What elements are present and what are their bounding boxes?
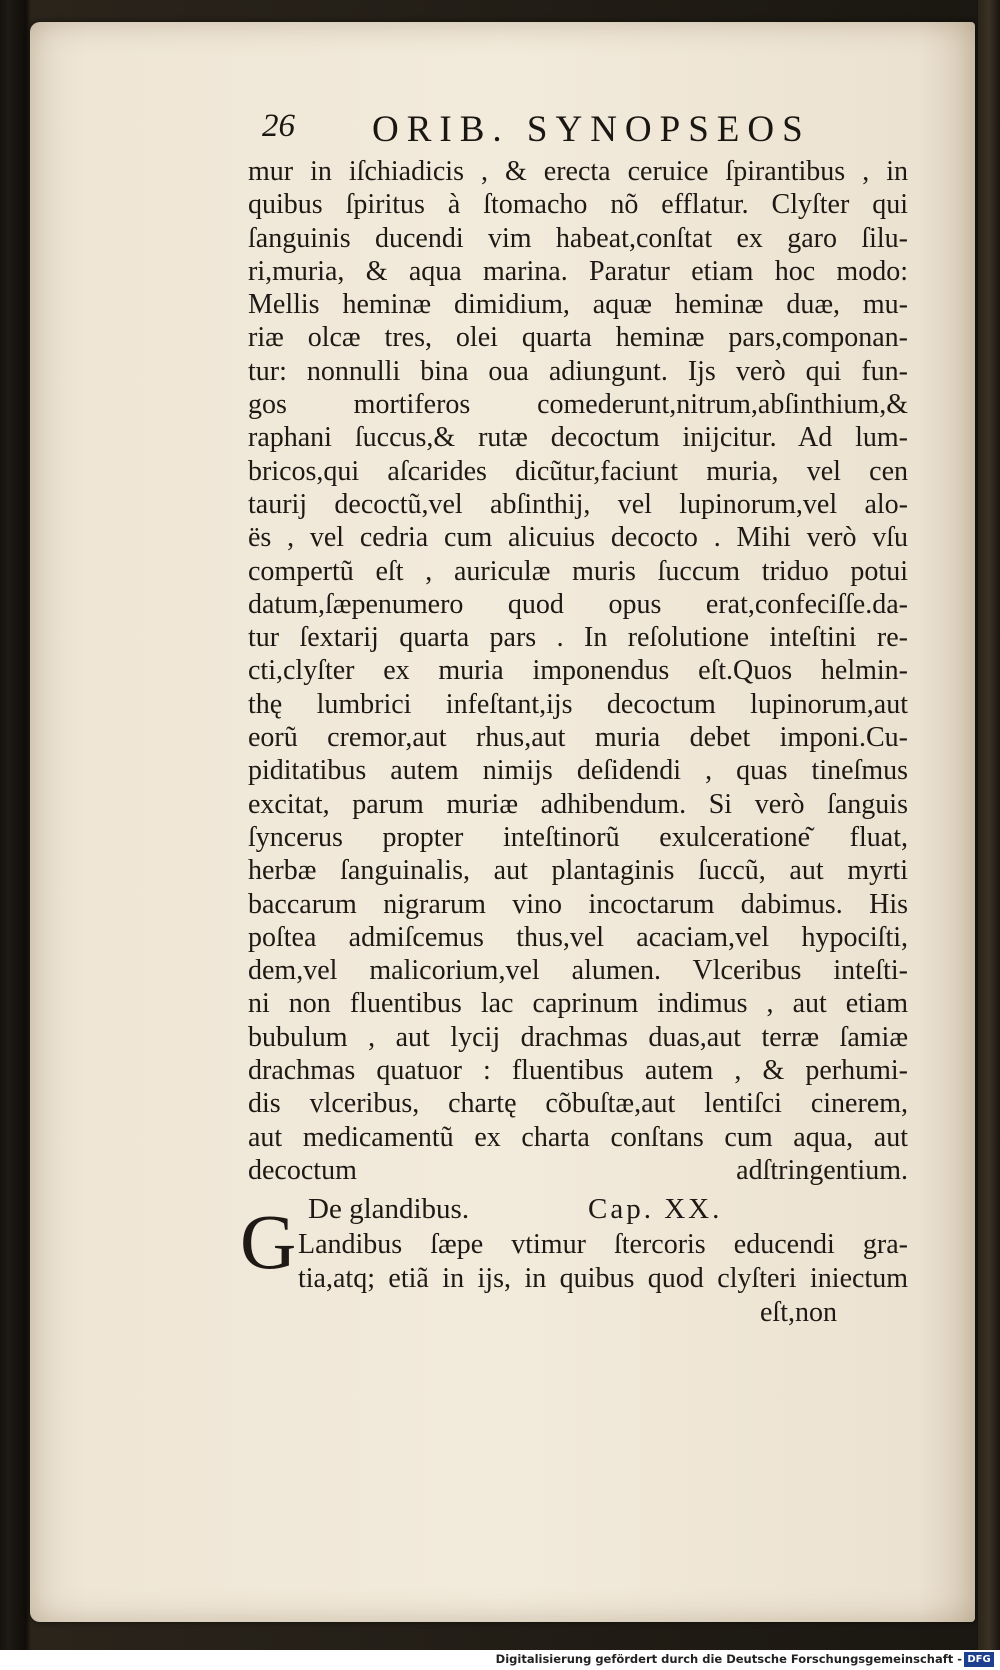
text-line: bubulum , aut lycij drachmas duas,aut terræ ſamiæ: [248, 1021, 908, 1053]
text-line: dem,vel malicorium,vel alumen. Vlceribus inteſti-: [248, 955, 908, 987]
chapter-line: tia,atq; etiã in ijs, in quibus quod clyſteri iniectum: [298, 1263, 908, 1294]
text-line: thę lumbrici infeſtant,ijs decoctum lupinorum,aut: [248, 688, 908, 720]
page-header: [262, 108, 822, 148]
chapter-heading: [248, 1193, 768, 1229]
page-number: 26: [262, 108, 295, 144]
text-line: quibus ſpiritus à ſtomacho nõ efflatur. Clyſter qui: [248, 189, 908, 221]
text-line: datum,ſæpenumero quod opus erat,confeciſſe.da-: [248, 588, 908, 620]
text-line: bricos,qui aſcarides dicũtur,faciunt muria, vel cen: [248, 455, 908, 487]
text-line: ës , vel cedria cum alicuius decocto . Mihi verò vſu: [248, 522, 908, 554]
text-line: tur ſextarij quarta pars . In reſolutione inteſtini re-: [248, 622, 908, 654]
running-head: ORIB. SYNOPSEOS: [372, 109, 811, 150]
text-line: eorũ cremor,aut rhus,aut muria debet imponi.Cu-: [248, 722, 908, 754]
text-line: poſtea admiſcemus thus,vel acaciam,vel hypociſti,: [248, 921, 908, 953]
dfg-logo: DFG: [964, 1652, 994, 1667]
text-line: drachmas quatuor : fluentibus autem , & perhumi-: [248, 1055, 908, 1087]
chapter-body: [298, 1228, 908, 1296]
drop-initial: G: [240, 1198, 297, 1285]
text-line: baccarum nigrarum vino incoctarum dabimus. His: [248, 888, 908, 920]
text-line: cti,clyſter ex muria imponendus eſt.Quos helmin-: [248, 655, 908, 687]
text-line: riæ olcæ tres, olei quarta heminæ pars,componan-: [248, 322, 908, 354]
text-line: ſanguinis ducendi vim habeat,conſtat ex garo ſilu-: [248, 222, 908, 254]
text-line: ri,muria, & aqua marina. Paratur etiam hoc modo:: [248, 255, 908, 287]
text-line: raphani ſuccus,& rutæ decoctum inijcitur. Ad lum-: [248, 422, 908, 454]
text-line: Mellis heminæ dimidium, aquæ heminæ duæ, mu-: [248, 289, 908, 321]
funding-credit: Digitalisierung gefördert durch die Deutsche Forschungsgemeinschaft -: [495, 1652, 962, 1666]
text-line: decoctum adſtringentium.: [248, 1154, 908, 1186]
chapter-number: Cap. XX.: [588, 1193, 723, 1225]
chapter-title: De glandibus.: [308, 1193, 470, 1225]
text-line: tur: nonnulli bina oua adiungunt. Ijs verò qui fun-: [248, 355, 908, 387]
text-line: aut medicamentũ ex charta conſtans cum aqua, aut: [248, 1121, 908, 1153]
text-line: ſyncerus propter inteſtinorũ exulceratione͂ fluat,: [248, 821, 908, 853]
text-line: mur in iſchiadicis , & erecta ceruice ſpirantibus , in: [248, 156, 908, 187]
text-line: taurij decoctũ,vel abſinthij, vel lupinorum,vel alo-: [248, 488, 908, 520]
text-line: dis vlceribus, chartę cõbuſtæ,aut lentiſci cinerem,: [248, 1088, 908, 1120]
body-text: [248, 155, 908, 1187]
text-line: gos mortiferos comederunt,nitrum,abſinthium,&: [248, 389, 908, 421]
text-line: herbæ ſanguinalis, aut plantaginis ſuccũ, aut myrti: [248, 855, 908, 887]
book-spine: [978, 0, 1000, 1650]
chapter-line: Landibus ſæpe vtimur ſtercoris educendi gra-: [298, 1229, 908, 1260]
text-line: excitat, parum muriæ adhibendum. Si verò ſanguis: [248, 788, 908, 820]
text-line: compertũ eſt , auriculæ muris ſuccum triduo potui: [248, 555, 908, 587]
catchword: eſt,non: [760, 1297, 837, 1328]
text-line: piditatibus autem nimijs deſidendi , quas tineſmus: [248, 755, 908, 787]
text-line: ni non fluentibus lac caprinum indimus , aut etiam: [248, 988, 908, 1020]
